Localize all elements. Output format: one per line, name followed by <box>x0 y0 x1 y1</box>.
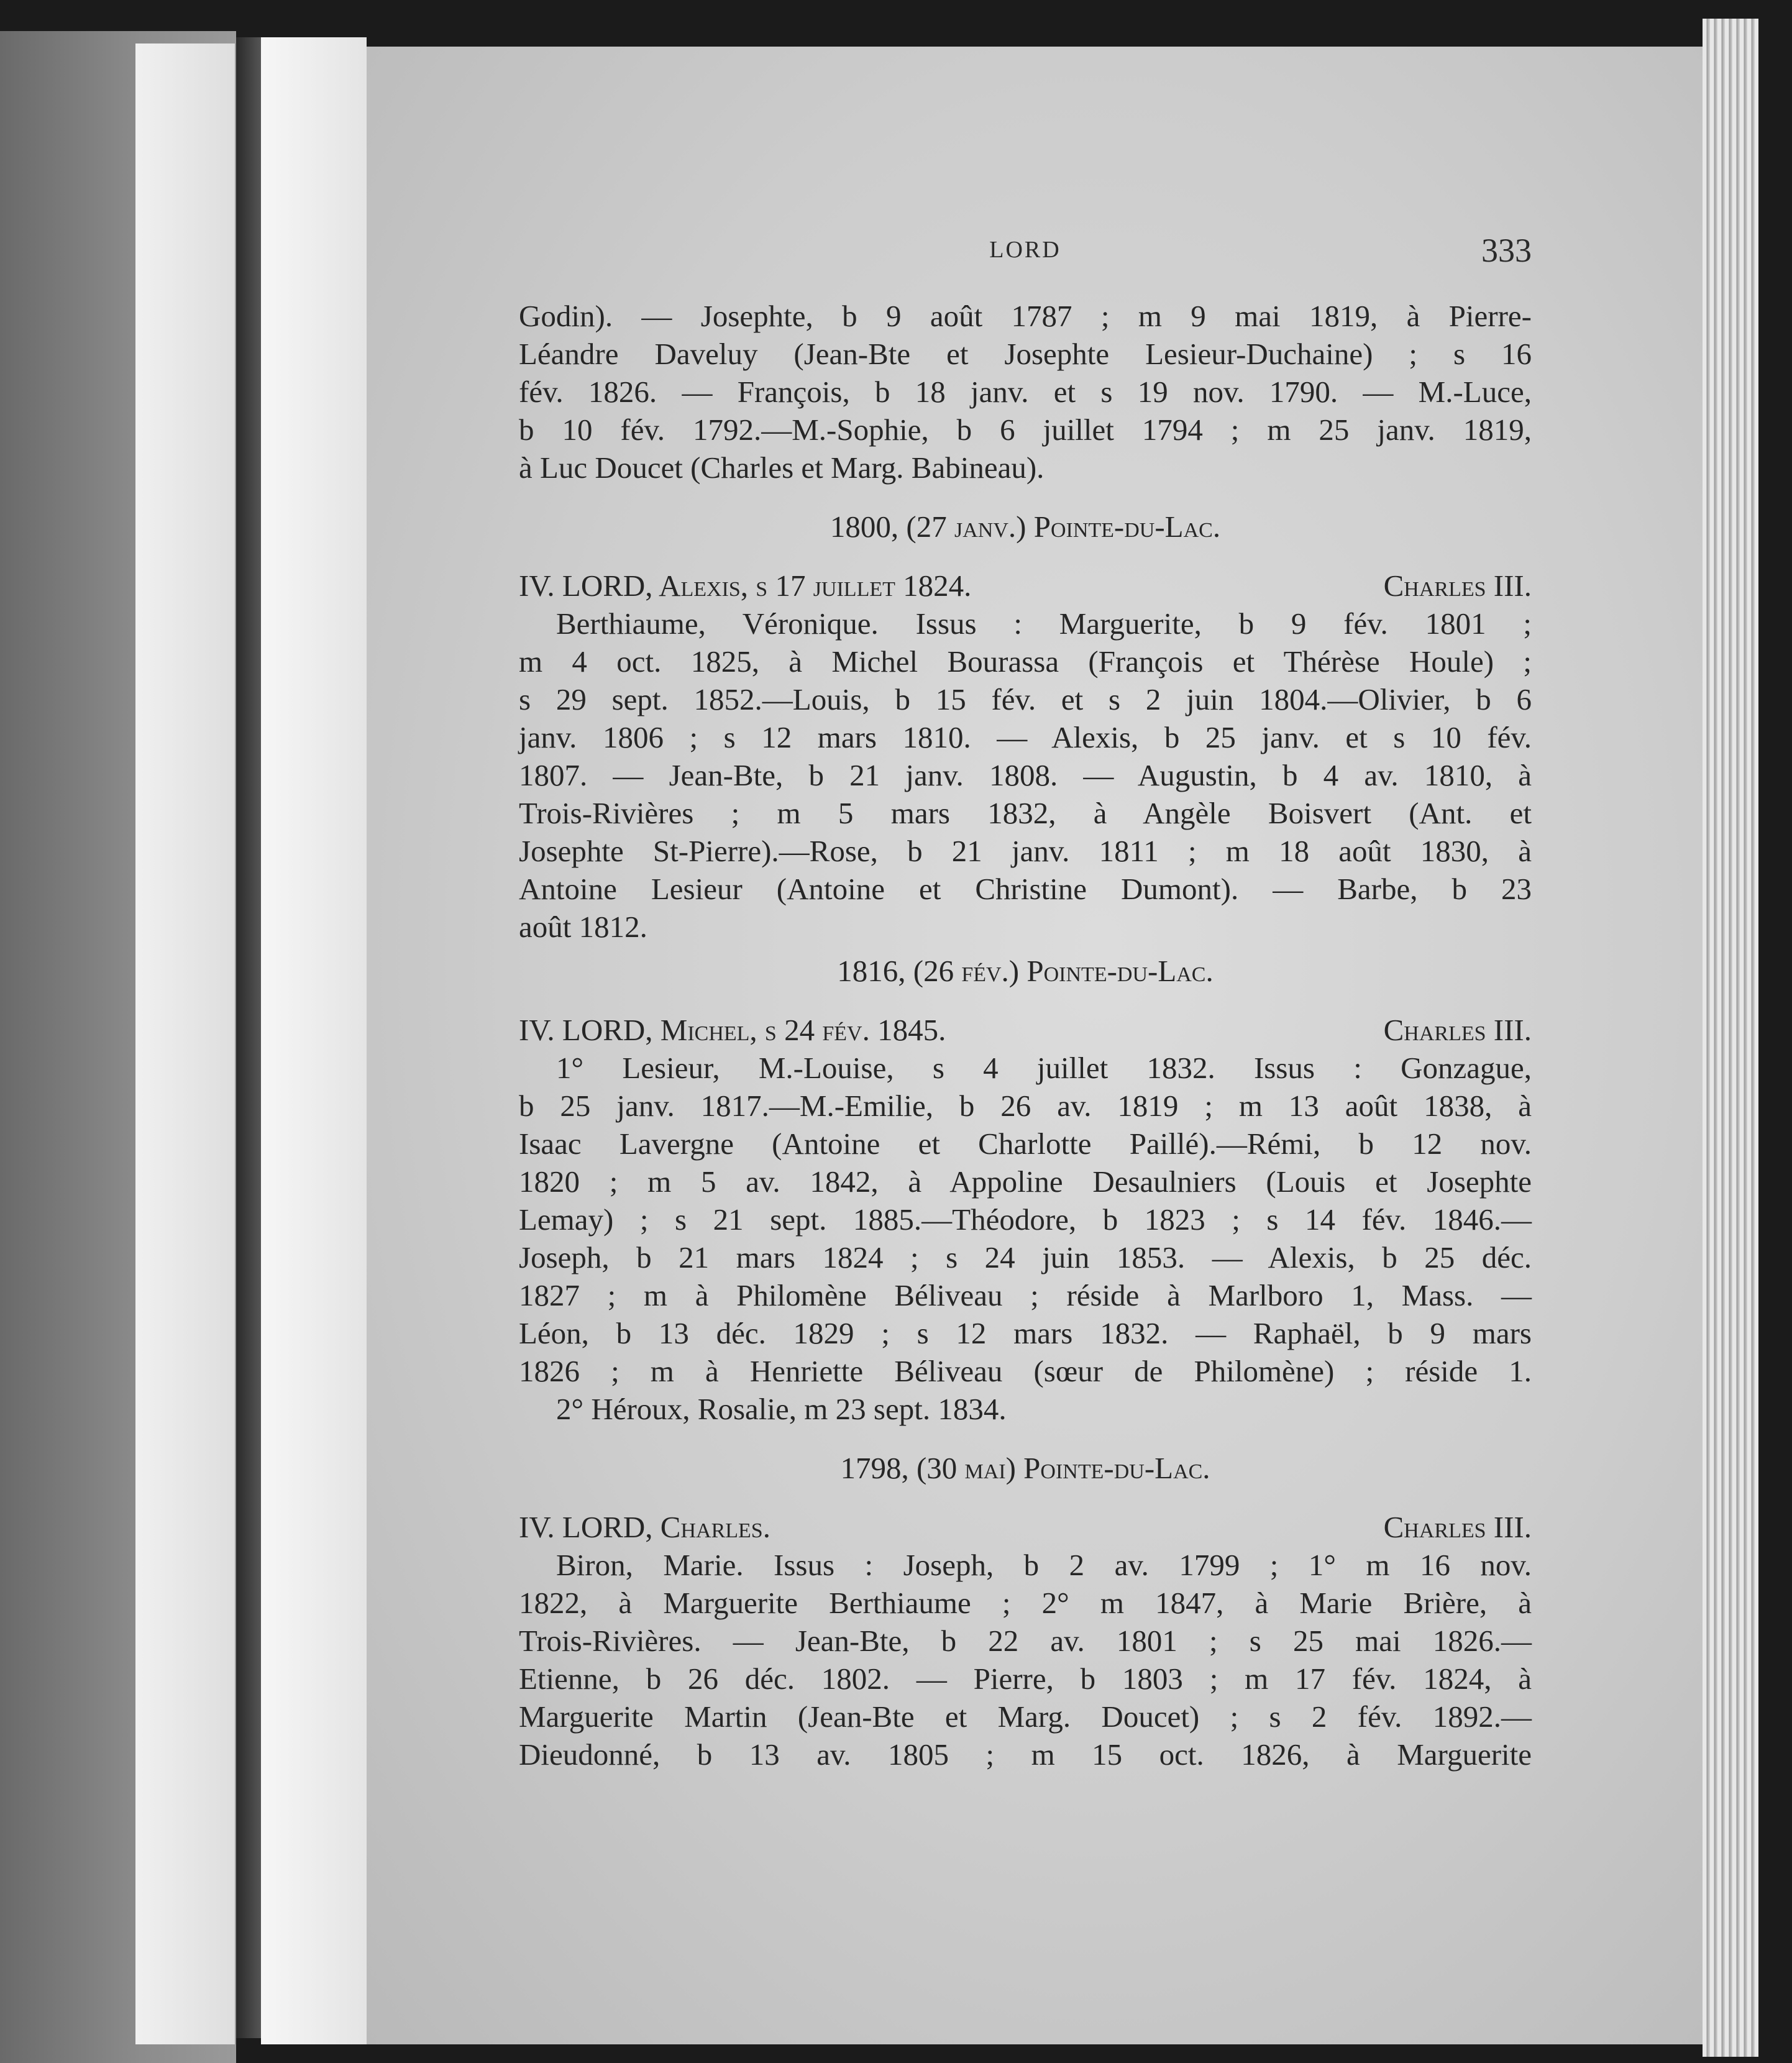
entry-parent: Charles III. <box>1383 1013 1532 1047</box>
text-line: Isaac Lavergne (Antoine et Charlotte Paillé).—Rémi, b 12 nov. <box>519 1127 1532 1161</box>
entry-heading: IV. LORD, Charles. <box>519 1510 770 1544</box>
text-line: b 25 janv. 1817.—M.-Emilie, b 26 av. 1819 ; m 13 août 1838, à <box>519 1089 1532 1123</box>
text-line: Léandre Daveluy (Jean-Bte et Josephte Lesieur-Duchaine) ; s 16 <box>519 337 1532 371</box>
text-line: Trois-Rivières. — Jean-Bte, b 22 av. 1801 ; s 25 mai 1826.— <box>519 1624 1532 1658</box>
book-gutter <box>236 37 261 2038</box>
text-line: Josephte St-Pierre).—Rose, b 21 janv. 1811 ; m 18 août 1830, à <box>519 834 1532 868</box>
entry-heading-row <box>519 1011 1532 1049</box>
entry-heading: IV. LORD, Alexis, s 17 juillet 1824. <box>519 569 972 603</box>
text-line: 1827 ; m à Philomène Béliveau ; réside à Marlboro 1, Mass. — <box>519 1278 1532 1312</box>
marriage-heading: 1816, (26 fév.) Pointe-du-Lac. <box>837 954 1214 988</box>
text-line: Trois-Rivières ; m 5 mars 1832, à Angèle Boisvert (Ant. et <box>519 796 1532 830</box>
text-line: Etienne, b 26 déc. 1802. — Pierre, b 1803 ; m 17 fév. 1824, à <box>519 1662 1532 1696</box>
text-line: Biron, Marie. Issus : Joseph, b 2 av. 1799 ; 1° m 16 nov. <box>556 1548 1532 1582</box>
entry-heading-row <box>519 1508 1532 1546</box>
text-line: 1807. — Jean-Bte, b 21 janv. 1808. — Augustin, b 4 av. 1810, à <box>519 758 1532 792</box>
text-line: janv. 1806 ; s 12 mars 1810. — Alexis, b 25 janv. et s 10 fév. <box>519 720 1532 754</box>
text-line: Berthiaume, Véronique. Issus : Marguerite, b 9 fév. 1801 ; <box>556 606 1532 641</box>
text-line: 1826 ; m à Henriette Béliveau (sœur de Philomène) ; réside 1. <box>519 1354 1532 1388</box>
page-edges <box>1703 19 1758 2057</box>
text-line: Marguerite Martin (Jean-Bte et Marg. Doucet) ; s 2 fév. 1892.— <box>519 1699 1532 1734</box>
gutter-strip-left <box>135 43 235 2044</box>
text-line: Dieudonné, b 13 av. 1805 ; m 15 oct. 1826, à Marguerite <box>519 1737 1532 1772</box>
page-number: 333 <box>1481 232 1532 269</box>
text-line: m 4 oct. 1825, à Michel Bourassa (François et Thérèse Houle) ; <box>519 644 1532 679</box>
text-line: b 10 fév. 1792.—M.-Sophie, b 6 juillet 1794 ; m 25 janv. 1819, <box>519 413 1532 447</box>
running-head: LORD <box>989 237 1061 263</box>
marriage-heading: 1798, (30 mai) Pointe-du-Lac. <box>840 1451 1210 1485</box>
text-line: Godin). — Josephte, b 9 août 1787 ; m 9 mai 1819, à Pierre- <box>519 299 1532 333</box>
text-line: à Luc Doucet (Charles et Marg. Babineau). <box>519 451 1045 485</box>
page-text <box>519 297 1532 1773</box>
entry-parent: Charles III. <box>1383 569 1532 603</box>
text-line: 1822, à Marguerite Berthiaume ; 2° m 1847, à Marie Brière, à <box>519 1586 1532 1620</box>
entry-heading-row <box>519 567 1532 605</box>
text-line: Léon, b 13 déc. 1829 ; s 12 mars 1832. — Raphaël, b 9 mars <box>519 1316 1532 1350</box>
page-header <box>519 231 1532 275</box>
text-line: 1820 ; m 5 av. 1842, à Appoline Desaulniers (Louis et Josephte <box>519 1164 1532 1199</box>
text-line: fév. 1826. — François, b 18 janv. et s 19 nov. 1790. — M.-Luce, <box>519 375 1532 409</box>
text-line: août 1812. <box>519 910 647 944</box>
entry-parent: Charles III. <box>1383 1510 1532 1544</box>
text-line: s 29 sept. 1852.—Louis, b 15 fév. et s 2 juin 1804.—Olivier, b 6 <box>519 682 1532 716</box>
text-line: Joseph, b 21 mars 1824 ; s 24 juin 1853. — Alexis, b 25 déc. <box>519 1240 1532 1274</box>
text-line: Antoine Lesieur (Antoine et Christine Dumont). — Barbe, b 23 <box>519 872 1532 906</box>
text-line: Lemay) ; s 21 sept. 1885.—Théodore, b 1823 ; s 14 fév. 1846.— <box>519 1202 1532 1237</box>
marriage-heading: 1800, (27 janv.) Pointe-du-Lac. <box>830 510 1221 544</box>
text-line: 1° Lesieur, M.-Louise, s 4 juillet 1832. Issus : Gonzague, <box>556 1051 1532 1085</box>
gutter-strip-right <box>261 37 367 2044</box>
text-line: 2° Héroux, Rosalie, m 23 sept. 1834. <box>556 1392 1007 1426</box>
entry-heading: IV. LORD, Michel, s 24 fév. 1845. <box>519 1013 946 1047</box>
